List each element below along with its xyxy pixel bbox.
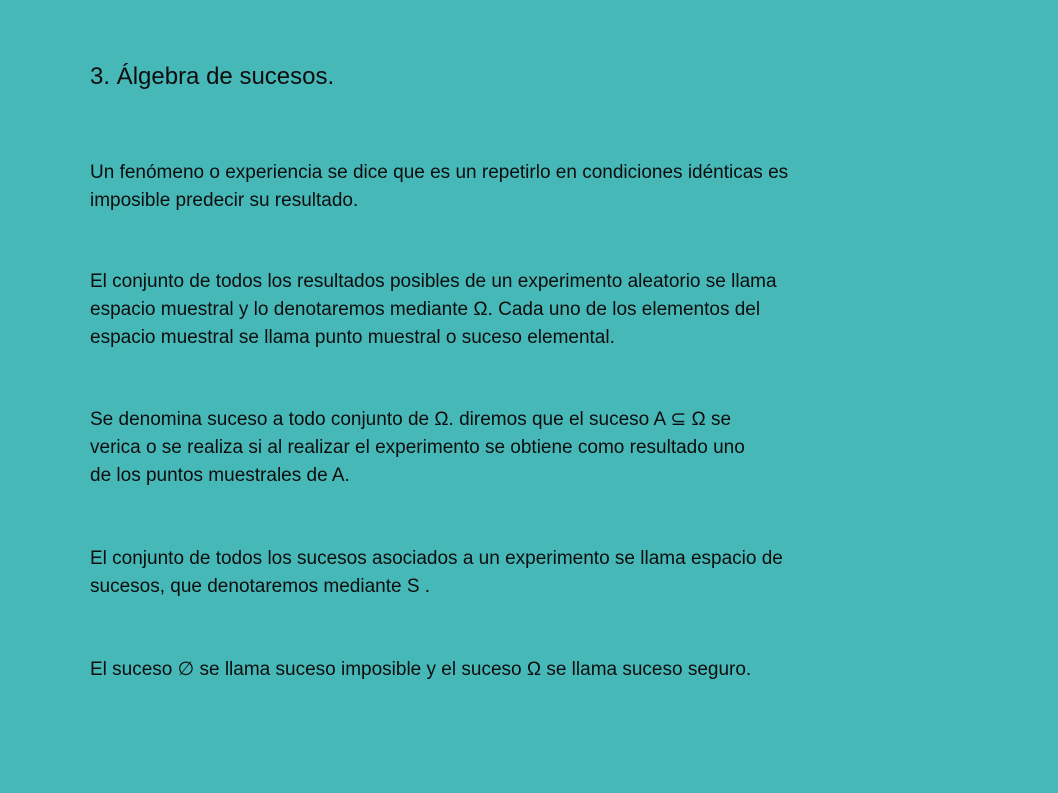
paragraph-event-space xyxy=(90,545,990,601)
paragraph-line: verica o se realiza si al realizar el experimento se obtiene como resultado uno xyxy=(90,437,745,458)
paragraph-sample-space xyxy=(90,268,990,352)
paragraph-line: espacio muestral se llama punto muestral o suceso elemental. xyxy=(90,327,615,348)
paragraph-line: El conjunto de todos los resultados posibles de un experimento aleatorio se llama xyxy=(90,271,777,292)
paragraph-line: El conjunto de todos los sucesos asociados a un experimento se llama espacio de xyxy=(90,548,783,569)
paragraph-line: El suceso ∅ se llama suceso imposible y el suceso Ω se llama suceso seguro. xyxy=(90,659,752,680)
paragraph-line: de los puntos muestrales de A. xyxy=(90,465,350,486)
paragraph-random-experiment xyxy=(90,159,990,215)
paragraph-line: Se denomina suceso a todo conjunto de Ω. diremos que el suceso A ⊆ Ω se xyxy=(90,409,732,430)
paragraph-event-definition xyxy=(90,406,990,490)
paragraph-line: imposible predecir su resultado. xyxy=(90,190,359,211)
paragraph-line: sucesos, que denotaremos mediante S . xyxy=(90,576,431,597)
slide-title: 3. Álgebra de sucesos. xyxy=(90,63,335,90)
paragraph-line: espacio muestral y lo denotaremos mediante Ω. Cada uno de los elementos del xyxy=(90,299,761,320)
paragraph-impossible-certain-event xyxy=(90,656,990,684)
paragraph-line: Un fenómeno o experiencia se dice que es un repetirlo en condiciones idénticas es xyxy=(90,162,789,183)
